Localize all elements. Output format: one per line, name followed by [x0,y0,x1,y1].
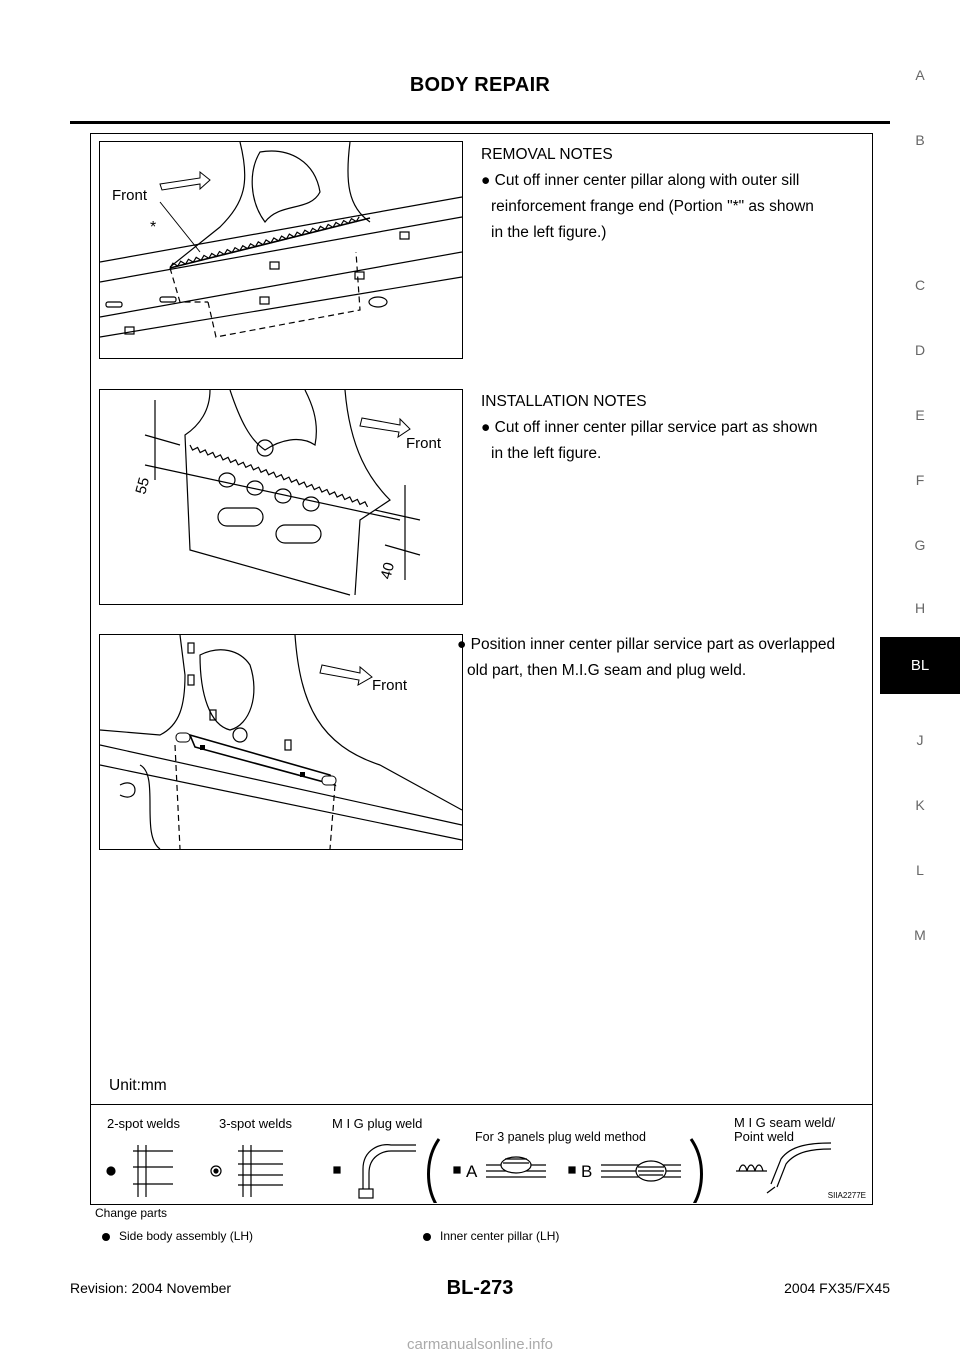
legend-mig-seam-label: M I G seam weld/ Point weld [734,1115,836,1144]
figure-id: SIIA2277E [827,1191,866,1200]
position-text-1: ● Position inner center pillar service part as overlapped [457,636,836,653]
removal-text-3: in the left figure.) [491,224,607,241]
page-title: BODY REPAIR [409,74,551,96]
section-tab-h[interactable]: H [914,600,926,616]
dimension-40: 40 [377,560,399,582]
position-front-label: Front [372,677,408,694]
position-diagram [99,634,463,850]
title-rule [70,121,890,124]
legend-b-label: B [581,1162,593,1181]
section-tab-f[interactable]: F [915,472,925,488]
installation-text-1: ● Cut off inner center pillar service part as shown [481,419,818,436]
legend-divider [91,1104,872,1105]
bullet-item-1: Side body assembly (LH) [102,1229,253,1243]
section-tab-a[interactable]: A [915,67,925,83]
removal-notes [481,142,866,246]
bullet-icon [102,1233,110,1241]
mig-plug-square-icon [334,1167,340,1173]
installation-drawing [100,390,462,604]
legend-mig-plug-label: M I G plug weld [332,1116,423,1131]
installation-heading: INSTALLATION NOTES [481,393,647,410]
watermark: carmanualsonline.info [407,1336,553,1353]
caption: Change parts [95,1206,168,1220]
legend-3-panels-label: For 3 panels plug weld method [475,1130,646,1144]
section-tab-k[interactable]: K [915,797,925,813]
position-text-2: old part, then M.I.G seam and plug weld. [467,662,747,679]
section-tab-b[interactable]: B [915,132,925,148]
legend-3-spot-label: 3-spot welds [219,1116,292,1131]
installation-front-label: Front [406,435,442,452]
section-tab-bl-active[interactable]: BL [880,637,960,694]
installation-diagram [99,389,463,605]
page-number: BL-273 [446,1277,514,1299]
removal-text-1: ● Cut off inner center pillar along with outer sill [481,172,800,189]
section-tab-j[interactable]: J [916,732,924,748]
section-tab-g[interactable]: G [914,537,926,553]
footer-model: 2004 FX35/FX45 [784,1280,890,1296]
removal-front-label: Front [112,187,148,204]
bullet-item-2: Inner center pillar (LH) [423,1229,559,1243]
legend-2-spot-label: 2-spot welds [107,1116,180,1131]
unit-label: Unit:mm [109,1077,167,1094]
removal-asterisk: * [150,219,157,236]
removal-heading: REMOVAL NOTES [481,146,613,163]
repair-figure [90,133,873,1205]
removal-drawing [100,142,462,358]
dimension-55: 55 [132,475,154,497]
removal-diagram [99,141,463,359]
installation-text-2: in the left figure. [491,445,602,462]
position-drawing [100,635,462,849]
footer-revision: Revision: 2004 November [70,1280,232,1296]
installation-notes [481,389,866,467]
two-spot-dot-icon [107,1167,115,1175]
bullet-icon [423,1233,431,1241]
section-tab-d[interactable]: D [914,342,926,358]
weld-symbols [91,1109,872,1203]
position-notes [457,632,869,684]
section-tab-e[interactable]: E [915,407,925,423]
legend-a-label: A [466,1162,478,1181]
section-tab-l[interactable]: L [916,862,924,878]
section-tab-m[interactable]: M [914,927,926,943]
removal-text-2: reinforcement frange end (Portion "*" as shown [491,198,814,215]
section-tab-c[interactable]: C [914,277,926,293]
